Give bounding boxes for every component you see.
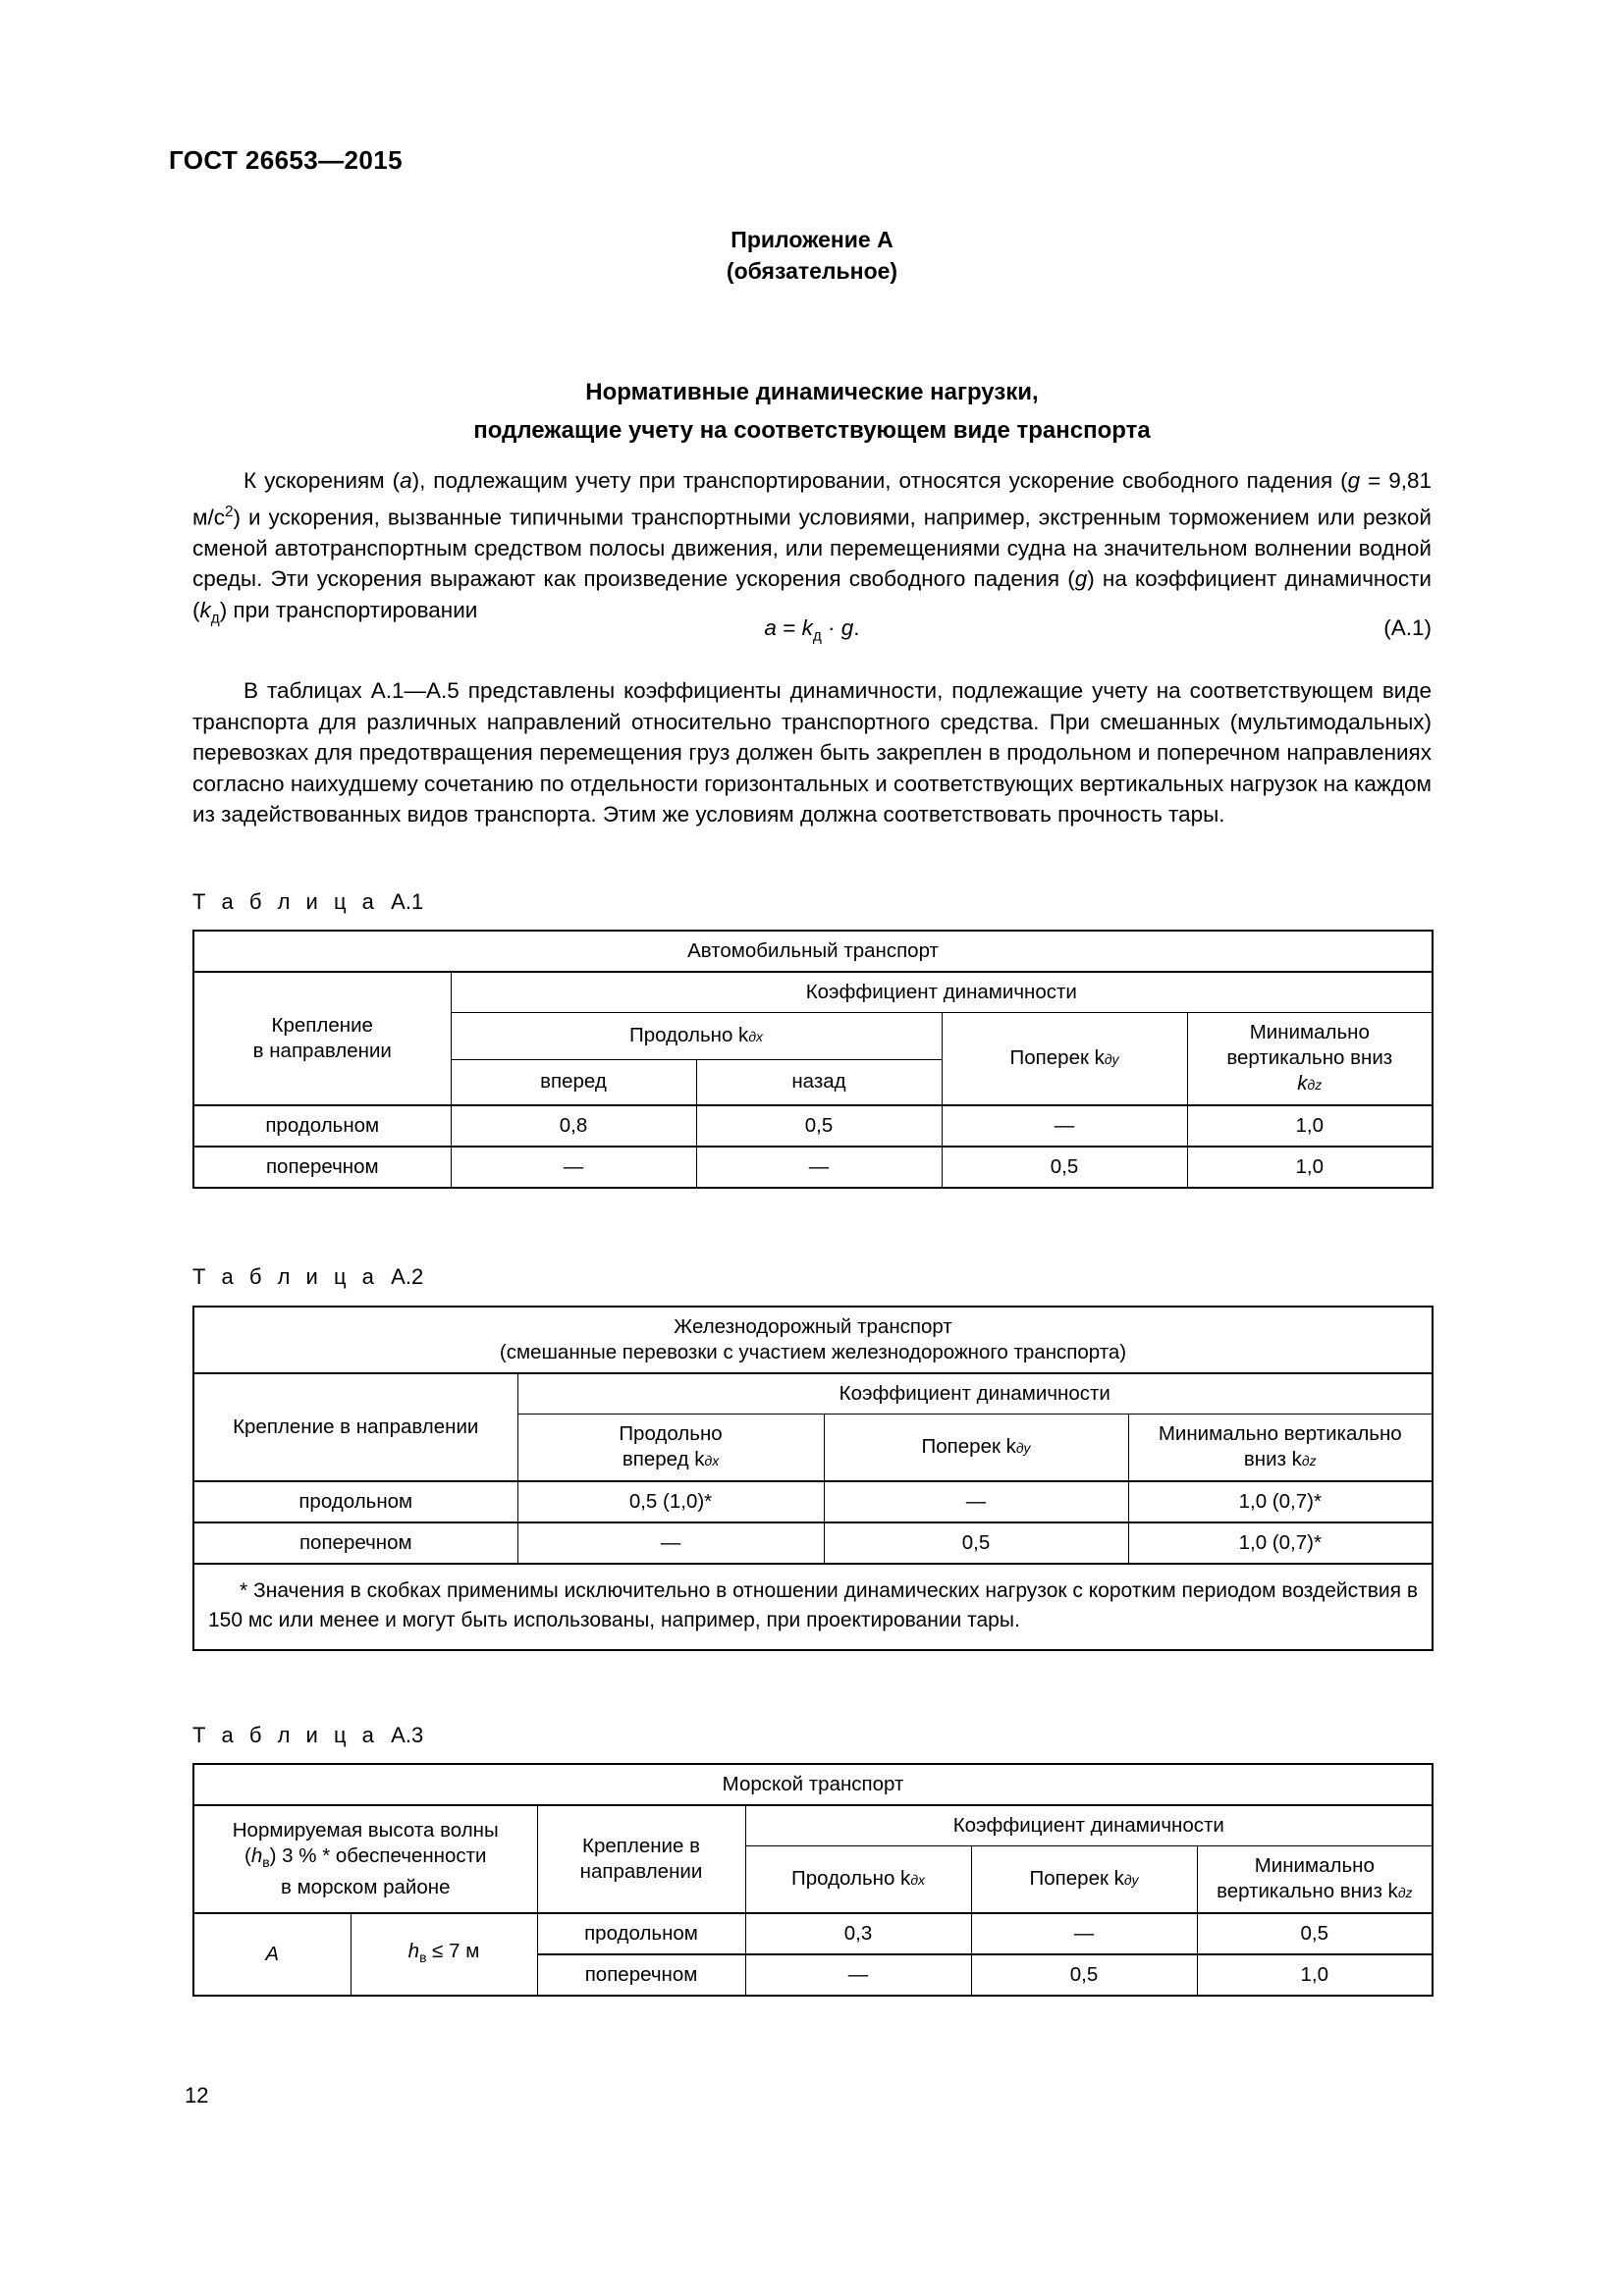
table-a3-lateral-header bbox=[971, 1846, 1197, 1914]
lateral-label: Поперек k bbox=[1029, 1867, 1124, 1890]
cell-label: продольном bbox=[537, 1913, 745, 1954]
cell-lateral: 0,5 bbox=[971, 1954, 1197, 1996]
cell-vertical: 1,0 (0,7)* bbox=[1128, 1481, 1433, 1522]
table-a2-lateral-header bbox=[824, 1415, 1128, 1482]
cell-lateral: 0,5 bbox=[942, 1147, 1187, 1188]
long-line1: Продольно bbox=[619, 1422, 723, 1445]
table-a3-wave-header bbox=[193, 1805, 537, 1913]
table-row-header-group bbox=[193, 1805, 1433, 1846]
long-label: Продольно k bbox=[629, 1023, 749, 1046]
vert-line1: Минимально вертикально bbox=[1158, 1422, 1402, 1445]
table-row bbox=[193, 1522, 1433, 1564]
symbol-k: k bbox=[199, 597, 211, 622]
vert-line1: Минимально bbox=[1254, 1854, 1375, 1877]
table-a3 bbox=[192, 1763, 1434, 1997]
stub-line2: в направлении bbox=[252, 1040, 392, 1062]
lateral-sub: ду bbox=[1015, 1440, 1031, 1456]
cell-wave-height bbox=[351, 1913, 537, 1996]
table-row-note bbox=[193, 1564, 1433, 1650]
table-row-title bbox=[193, 1764, 1433, 1805]
table-row bbox=[193, 1913, 1433, 1954]
long-sub: дх bbox=[910, 1872, 925, 1888]
p1-s3: = 9,81 м/с bbox=[192, 468, 1432, 530]
table-a3-vertical-header bbox=[1197, 1846, 1433, 1914]
table-a2 bbox=[192, 1306, 1434, 1651]
vert-line2: вертикально вниз bbox=[1226, 1046, 1393, 1069]
table-caption-number: А.1 bbox=[391, 889, 424, 914]
page-title-line2: подлежащие учету на соответствующем виде транспорта bbox=[473, 417, 1151, 444]
title-line2: (смешанные перевозки с участием железнодорожного транспорта) bbox=[499, 1341, 1127, 1363]
table-row-title bbox=[193, 931, 1433, 972]
cell-forward: 0,8 bbox=[451, 1105, 696, 1147]
formula-dot: · bbox=[821, 615, 841, 640]
wave-h-value: h bbox=[407, 1939, 420, 1962]
p1-s6: ) при транспортировании bbox=[219, 597, 478, 622]
symbol-a: a bbox=[400, 468, 412, 493]
table-row-title bbox=[193, 1307, 1433, 1373]
table-caption-a3 bbox=[192, 1723, 423, 1748]
table-caption-number: А.3 bbox=[391, 1723, 424, 1747]
table-caption-word: Т а б л и ц а bbox=[192, 1264, 379, 1289]
long-label: Продольно k bbox=[791, 1867, 911, 1890]
table-row-header-group bbox=[193, 972, 1433, 1013]
long-sub: дх bbox=[704, 1453, 720, 1468]
symbol-g: g bbox=[1347, 468, 1361, 493]
cell-lateral: 0,5 bbox=[824, 1522, 1128, 1564]
lateral-label: Поперек k bbox=[921, 1435, 1016, 1458]
table-a1-lateral-header bbox=[942, 1013, 1187, 1106]
footnote-mark: * bbox=[240, 1579, 248, 1602]
table-a2-footnote bbox=[193, 1564, 1433, 1650]
table-row bbox=[193, 1105, 1433, 1147]
table-row-header-group bbox=[193, 1373, 1433, 1415]
table-a2-title bbox=[193, 1307, 1433, 1373]
table-a1-title: Автомобильный транспорт bbox=[193, 931, 1433, 972]
formula-g: g bbox=[840, 615, 854, 640]
table-a2-group-header: Коэффициент динамичности bbox=[517, 1373, 1433, 1415]
table-a3-group-header: Коэффициент динамичности bbox=[745, 1805, 1433, 1846]
table-caption-a2 bbox=[192, 1264, 423, 1290]
fix-line2: направлении bbox=[579, 1860, 703, 1883]
formula-k: k bbox=[801, 615, 813, 640]
cell-zone bbox=[193, 1913, 351, 1996]
lateral-label-sub: ду bbox=[1104, 1051, 1119, 1067]
page-number: 12 bbox=[185, 2083, 209, 2108]
cell-lateral: — bbox=[971, 1913, 1197, 1954]
table-a2-stub-header: Крепление в направлении bbox=[193, 1373, 517, 1481]
running-head: ГОСТ 26653—2015 bbox=[169, 145, 403, 175]
formula-period: . bbox=[853, 615, 860, 640]
table-a2-longitudinal-header bbox=[517, 1415, 824, 1482]
wave-line1: Нормируемая высота волны bbox=[232, 1818, 499, 1842]
vert-sub: дz bbox=[1301, 1453, 1317, 1468]
cell-longitudinal: 0,5 (1,0)* bbox=[517, 1481, 824, 1522]
annex-title: Приложение А bbox=[731, 227, 893, 252]
table-caption-number: А.2 bbox=[391, 1264, 424, 1289]
lateral-label: Поперек k bbox=[1009, 1046, 1105, 1069]
p1-s5: ) на коэффициент динамичности ( bbox=[192, 566, 1432, 622]
vert-sub: дz bbox=[1397, 1885, 1413, 1900]
cell-longitudinal: — bbox=[745, 1954, 971, 1996]
vert-k-sub: дz bbox=[1307, 1077, 1323, 1093]
table-caption-word: Т а б л и ц а bbox=[192, 1723, 379, 1747]
table-a1-forward-header: вперед bbox=[451, 1059, 696, 1105]
cell-label: поперечном bbox=[537, 1954, 745, 1996]
cell-longitudinal: — bbox=[517, 1522, 824, 1564]
cell-lateral: — bbox=[824, 1481, 1128, 1522]
table-caption-a1 bbox=[192, 889, 423, 915]
cell-backward: — bbox=[696, 1147, 942, 1188]
formula-a: a bbox=[764, 615, 777, 640]
table-row bbox=[193, 1147, 1433, 1188]
cell-vertical: 1,0 bbox=[1187, 1105, 1433, 1147]
table-a1-group-header: Коэффициент динамичности bbox=[451, 972, 1433, 1013]
cell-vertical: 1,0 bbox=[1197, 1954, 1433, 1996]
wave-line3: в морском районе bbox=[281, 1876, 451, 1899]
wave-line2-post: ) 3 % * обеспеченности bbox=[269, 1843, 487, 1867]
paragraph-intro bbox=[192, 465, 1432, 634]
table-a3-fix-header bbox=[537, 1805, 745, 1913]
cell-label: поперечном bbox=[193, 1147, 451, 1188]
paragraph-tables-intro bbox=[192, 675, 1432, 830]
formula-number: (А.1) bbox=[1383, 615, 1432, 640]
exponent-2: 2 bbox=[224, 503, 234, 520]
cell-vertical: 1,0 bbox=[1187, 1147, 1433, 1188]
wave-paren: ( bbox=[244, 1843, 251, 1867]
p1-s4: ) и ускорения, вызванные типичными транспортными условиями, например, экстренным торможением или резкой сменой автотранспортным средством полосы движения, или перемещениями судна на значительном волнении водной среды. Эти ускорения выражают как произведение ускорения свободного падения ( bbox=[192, 505, 1432, 592]
wave-h-value-sub: в bbox=[419, 1949, 427, 1966]
zone-label: А bbox=[265, 1943, 280, 1965]
long-line2: вперед k bbox=[622, 1448, 705, 1470]
long-label-sub: дх bbox=[748, 1028, 763, 1044]
table-caption-word: Т а б л и ц а bbox=[192, 889, 379, 914]
p1-s2: ), подлежащим учету при транспортировании, относятся ускорение свободного падения ( bbox=[411, 468, 1348, 493]
cell-lateral: — bbox=[942, 1105, 1187, 1147]
cell-label: продольном bbox=[193, 1105, 451, 1147]
symbol-g-2: g bbox=[1074, 566, 1088, 592]
formula-expression bbox=[192, 615, 1432, 646]
table-a3-title: Морской транспорт bbox=[193, 1764, 1433, 1805]
annex-caption bbox=[192, 224, 1432, 287]
p2-text: В таблицах А.1—А.5 представлены коэффициенты динамичности, подлежащие учету на соответствующем виде транспорта для различных направлений относительно транспортного средства. При смешанных (мультимодальных) перевозках для предотвращения перемещения груз должен быть закреплен в продольном и поперечном направлениях согласно наихудшему сочетанию по отдельности горизонтальных и соответствующих вертикальных нагрузок на каждом из задействованных видов транспорта. Этим же условиям должна соответствовать прочность тары. bbox=[192, 678, 1432, 828]
table-a1 bbox=[192, 930, 1434, 1189]
footnote-text: Значения в скобках применимы исключительно в отношении динамических нагрузок с коротким периодом воздействия в 150 мс или менее и могут быть использованы, например, при проектировании тары. bbox=[208, 1579, 1418, 1631]
wave-h-sub: в bbox=[262, 1854, 270, 1871]
title-line1: Железнодорожный транспорт bbox=[674, 1315, 952, 1338]
cell-vertical: 0,5 bbox=[1197, 1913, 1433, 1954]
vert-line2: вниз k bbox=[1243, 1448, 1302, 1470]
stub-line1: Крепление bbox=[271, 1014, 373, 1037]
annex-subtitle: (обязательное) bbox=[726, 258, 898, 284]
lateral-sub: ду bbox=[1123, 1872, 1139, 1888]
cell-vertical: 1,0 (0,7)* bbox=[1128, 1522, 1433, 1564]
vert-line2: вертикально вниз k bbox=[1217, 1880, 1398, 1902]
table-a1-backward-header: назад bbox=[696, 1059, 942, 1105]
vert-k: k bbox=[1297, 1072, 1308, 1095]
cell-backward: 0,5 bbox=[696, 1105, 942, 1147]
p1-s1: К ускорениям ( bbox=[244, 468, 401, 493]
table-a1-longitudinal-header bbox=[451, 1013, 942, 1060]
wave-h: h bbox=[250, 1843, 263, 1867]
table-row bbox=[193, 1481, 1433, 1522]
table-a3-longitudinal-header bbox=[745, 1846, 971, 1914]
formula-eq: = bbox=[776, 615, 802, 640]
vert-line1: Минимально bbox=[1249, 1021, 1370, 1043]
wave-cond: ≤ 7 м bbox=[426, 1939, 480, 1962]
table-a1-stub-header bbox=[193, 972, 451, 1105]
page-title-line1: Нормативные динамические нагрузки, bbox=[585, 379, 1039, 405]
fix-line1: Крепление в bbox=[582, 1835, 700, 1857]
cell-longitudinal: 0,3 bbox=[745, 1913, 971, 1954]
table-a1-vertical-header bbox=[1187, 1013, 1433, 1106]
table-a2-vertical-header bbox=[1128, 1415, 1433, 1482]
page-title bbox=[192, 373, 1432, 450]
cell-label: поперечном bbox=[193, 1522, 517, 1564]
cell-label: продольном bbox=[193, 1481, 517, 1522]
formula-k-sub: д bbox=[812, 627, 822, 645]
cell-forward: — bbox=[451, 1147, 696, 1188]
symbol-k-subscript: д bbox=[210, 610, 220, 627]
